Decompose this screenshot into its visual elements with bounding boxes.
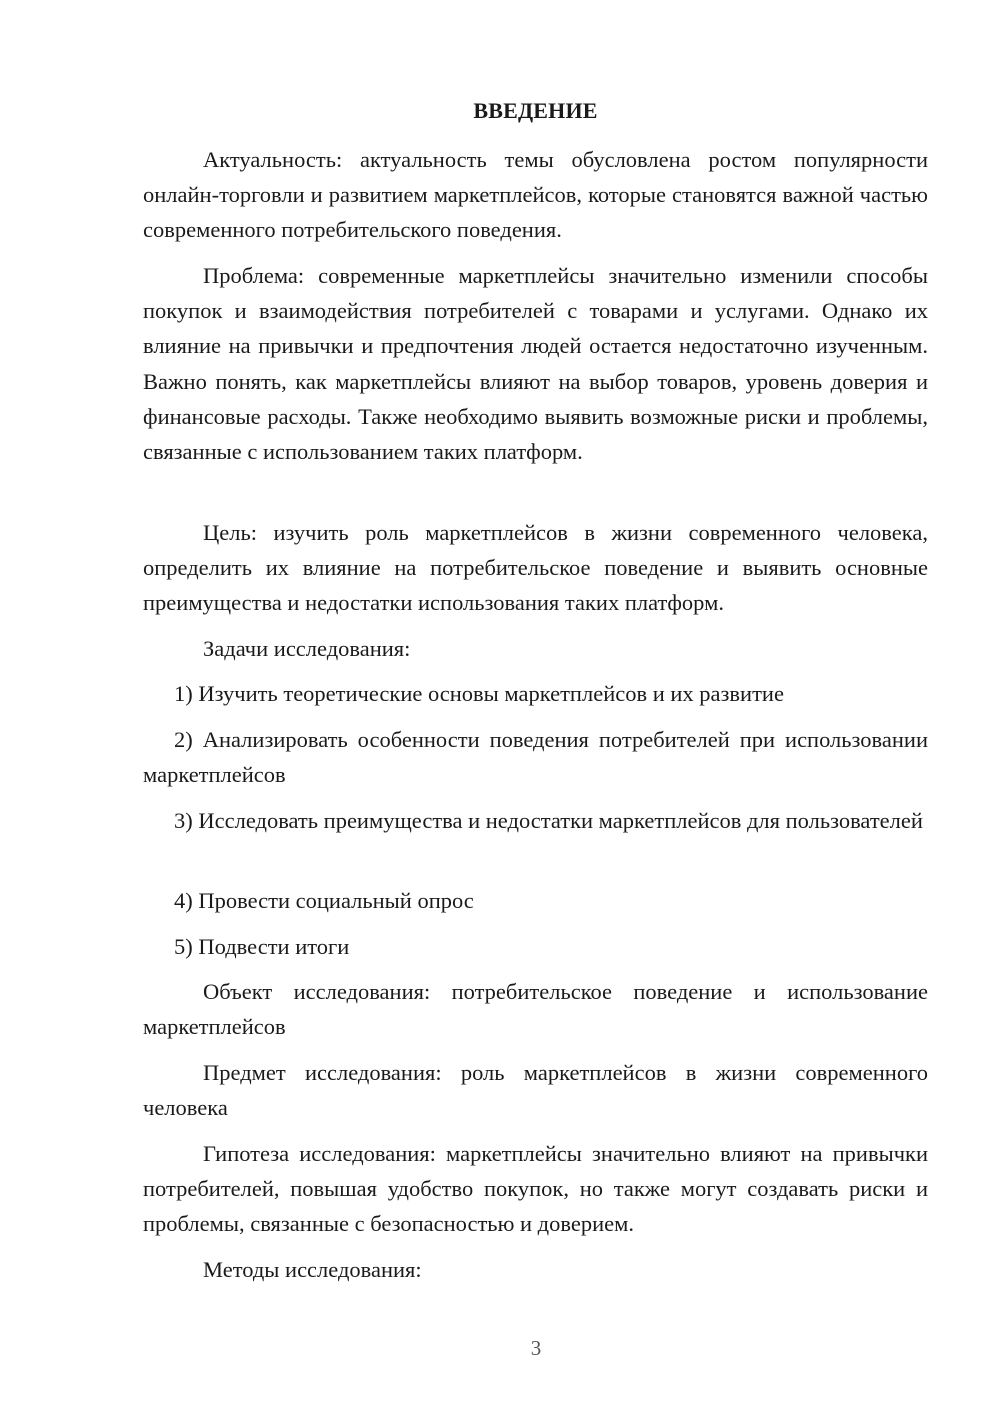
methods-heading: Методы исследования: (203, 1257, 422, 1282)
task-item-1: 1) Изучить теоретические основы маркетплейсов и их развитие (174, 681, 784, 706)
paragraph-object: Объект исследования: потребительское поведение и использование маркетплейсов (143, 979, 928, 1040)
task-item-4: 4) Провести социальный опрос (174, 888, 474, 913)
page-number: 3 (530, 1336, 542, 1360)
paragraph-subject: Предмет исследования: роль маркетплейсов в жизни современного человека (143, 1060, 928, 1121)
paragraph-hypothesis: Гипотеза исследования: маркетплейсы значительно влияют на привычки потребителей, повышая удобство покупок, но также могут создавать риски и проблемы, связанные с безопасностью и доверием. (143, 1141, 928, 1237)
paragraph-relevance: Актуальность: актуальность темы обусловлена ростом популярности онлайн-торговли и развитием маркетплейсов, которые становятся важной частью современного потребительского поведения. (143, 147, 928, 243)
task-item-3: 3) Исследовать преимущества и недостатки маркетплейсов для пользователей (174, 808, 923, 833)
paragraph-problem: Проблема: современные маркетплейсы значительно изменили способы покупок и взаимодействия потребителей с товарами и услугами. Однако их влияние на привычки и предпочтения людей остается недостаточно изученным. Важно понять, как маркетплейсы влияют на выбор товаров, уровень доверия и финансовые расходы. Также необходимо выявить возможные риски и проблемы, связанные с использованием таких платформ. (143, 263, 928, 465)
paragraph-goal: Цель: изучить роль маркетплейсов в жизни современного человека, определить их влияние на потребительское поведение и выявить основные преимущества и недостатки использования таких платформ. (143, 520, 928, 616)
tasks-heading: Задачи исследования: (203, 636, 411, 661)
section-title: ВВЕДЕНИЕ (473, 98, 598, 123)
task-item-5: 5) Подвести итоги (174, 934, 350, 959)
task-item-2: 2) Анализировать особенности поведения потребителей при использовании маркетплейсов (143, 727, 928, 788)
